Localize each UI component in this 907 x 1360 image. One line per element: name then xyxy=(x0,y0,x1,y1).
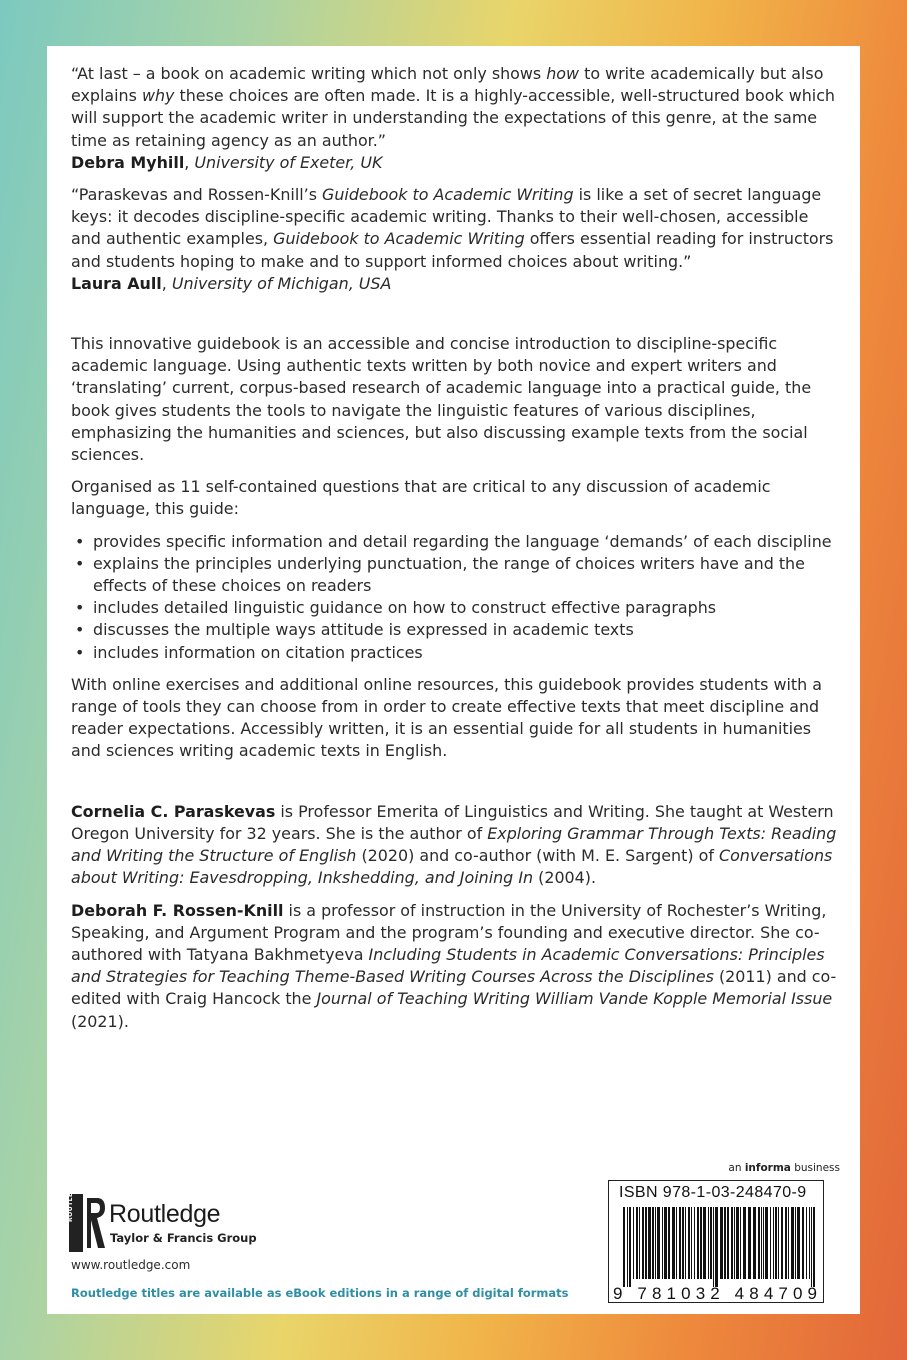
isbn-number: ISBN 978-1-03-248470-9 xyxy=(619,1184,807,1201)
barcode-bar xyxy=(688,1207,690,1279)
barcode-bar xyxy=(785,1207,787,1279)
barcode-bar xyxy=(727,1207,729,1279)
barcode-bar xyxy=(655,1207,656,1279)
publisher-group: Taylor & Francis Group xyxy=(110,1231,257,1245)
bullet-icon: • xyxy=(75,620,85,640)
endorser-affiliation: University of Exeter, UK xyxy=(194,152,383,172)
bullet-icon: • xyxy=(75,531,85,551)
barcode-bar xyxy=(788,1207,789,1279)
ebook-note: Routledge titles are available as eBook editions in a range of digital formats xyxy=(71,1286,569,1300)
description-closing: With online exercises and additional online resources, this guidebook provides students with a range of tools they can choose from in order to create effective texts that meet discipline and reader expectations. Accessibly written, it is an essential guide for all students in humanities and sciences writing academic texts in English. xyxy=(71,674,822,761)
barcode-bar xyxy=(748,1207,751,1279)
barcode-bar xyxy=(770,1207,771,1279)
endorsement-attribution-1: Debra Myhill, University of Exeter, UK xyxy=(71,152,383,172)
routledge-vertical-text: ROUTLEDGE xyxy=(67,1176,74,1222)
barcode-bar xyxy=(740,1207,741,1279)
barcode-bar xyxy=(753,1207,756,1279)
list-item: • includes detailed linguistic guidance on how to construct effective paragraphs xyxy=(71,597,840,619)
barcode-icon xyxy=(611,1207,821,1301)
barcode-bar xyxy=(672,1207,675,1279)
publisher-name: Routledge xyxy=(109,1200,221,1228)
barcode-bar xyxy=(761,1207,762,1279)
barcode-bar xyxy=(703,1207,706,1279)
barcode-bar xyxy=(694,1207,695,1279)
publisher-website[interactable]: www.routledge.com xyxy=(71,1258,191,1272)
endorsement-quote-2: “Paraskevas and Rossen-Knill’s Guidebook to Academic Writing is like a set of secret language keys: it decodes discipline-specific academic writing. Thanks to their well-chosen, accessible and authentic examples, Guidebook to Academic Writing offers essential reading for instructors and students hoping to make and to support informed choices about writing.” xyxy=(71,185,834,271)
barcode-bar xyxy=(691,1207,692,1279)
barcode-bar xyxy=(648,1207,651,1279)
barcode-bar xyxy=(629,1207,631,1287)
barcode-bar xyxy=(662,1207,663,1279)
routledge-r-glyph-icon xyxy=(85,1196,107,1250)
barcode-bar xyxy=(623,1207,625,1287)
feature-list xyxy=(71,531,840,664)
barcode-bar xyxy=(773,1207,774,1279)
list-item: • discusses the multiple ways attitude is expressed in academic texts xyxy=(71,619,840,641)
author-bio-2: Deborah F. Rossen-Knill is a professor of instruction in the University of Rochester’s Writing, Speaking, and Argument Program and the program’s founding and executive director. She co-authored with Tatyana Bakhmetyeva Including Students in Academic Conversations: Principles and Strategies for Teaching Theme-Based Writing Courses Across the Disciplines (2011) and co-edited with Craig Hancock the Journal of Teaching Writing William Vande Kopple Memorial Issue (2021). xyxy=(71,900,837,1031)
barcode-bar xyxy=(642,1207,644,1279)
author-name: Deborah F. Rossen-Knill xyxy=(71,900,284,920)
barcode-bar xyxy=(652,1207,654,1279)
author-bio-1: Cornelia C. Paraskevas is Professor Emerita of Linguistics and Writing. She taught at Western Oregon University for 32 years. She is the author of Exploring Grammar Through Texts: Reading and Writing the Structure of English (2020) and co-author (with M. E. Sargent) of Conversations about Writing: Eavesdropping, Inkshedding, and Joining In (2004). xyxy=(71,801,837,888)
bullet-icon: • xyxy=(75,642,85,662)
barcode-bar xyxy=(731,1207,733,1279)
author-name: Cornelia C. Paraskevas xyxy=(71,801,276,821)
barcode-bar xyxy=(811,1207,812,1287)
description-organised: Organised as 11 self-contained questions that are critical to any discussion of academic language, this guide: xyxy=(71,477,771,519)
barcode-bar xyxy=(791,1207,794,1279)
barcode-bar xyxy=(685,1207,686,1279)
barcode-bar xyxy=(668,1207,670,1279)
barcode-bar xyxy=(813,1207,815,1287)
endorsement-attribution-2: Laura Aull, University of Michigan, USA xyxy=(71,273,392,293)
barcode-bar xyxy=(734,1207,735,1279)
informa-business-tag: an informa business xyxy=(728,1162,840,1174)
barcode-bar xyxy=(664,1207,667,1279)
barcode-bar xyxy=(700,1207,702,1279)
endorser-affiliation: University of Michigan, USA xyxy=(171,273,392,293)
bullet-icon: • xyxy=(75,598,85,618)
endorsement-quote-1: “At last – a book on academic writing which not only shows how to write academically but also explains why these choices are often made. It is a highly-accessible, well-structured book which will support the academic writer in understanding the expectations of this genre, at the same time as retaining agency as an author.” xyxy=(71,64,835,150)
barcode-digits: 9 781032 484709 xyxy=(613,1284,817,1301)
barcode-bar xyxy=(708,1207,709,1279)
barcode-bar xyxy=(775,1207,777,1279)
barcode-bar xyxy=(636,1207,638,1279)
barcode-bar xyxy=(778,1207,779,1279)
barcode-bar xyxy=(639,1207,640,1279)
list-item: • provides specific information and detail regarding the language ‘demands’ of each discipline xyxy=(71,531,840,553)
barcode-bar xyxy=(763,1207,764,1279)
barcode-bar xyxy=(710,1207,712,1279)
barcode-bar xyxy=(724,1207,726,1279)
barcode-bar xyxy=(715,1207,718,1287)
back-cover-panel xyxy=(47,46,860,1314)
barcode-bar xyxy=(809,1207,810,1279)
barcode-bar xyxy=(795,1207,796,1279)
barcode-bar xyxy=(657,1207,660,1279)
barcode-bar xyxy=(743,1207,746,1279)
barcode-bar xyxy=(679,1207,681,1279)
description-intro: This innovative guidebook is an accessible and concise introduction to discipline-specific academic language. Using authentic texts written by both novice and expert writers and ‘translating’ current, corpus-based research of academic language into a practical guide, the book gives students the tools to navigate the linguistic features of various disciplines, emphasizing the humanities and sciences, but also discussing example texts from the social sciences. xyxy=(71,334,812,465)
barcode-bar xyxy=(781,1207,783,1279)
barcode-bar xyxy=(627,1207,628,1287)
barcode-bar xyxy=(806,1207,807,1279)
list-item: • includes information on citation practices xyxy=(71,642,840,664)
barcode-bar xyxy=(758,1207,760,1279)
barcode-bar xyxy=(682,1207,684,1279)
endorser-name: Laura Aull xyxy=(71,273,162,293)
isbn-barcode xyxy=(608,1180,824,1303)
barcode-bar xyxy=(713,1207,714,1287)
endorser-name: Debra Myhill xyxy=(71,152,185,172)
barcode-bar xyxy=(802,1207,804,1279)
barcode-bar xyxy=(633,1207,634,1279)
barcode-bar xyxy=(645,1207,647,1279)
barcode-bar xyxy=(676,1207,677,1279)
barcode-bar xyxy=(797,1207,800,1279)
barcode-bar xyxy=(736,1207,739,1279)
barcode-bar xyxy=(697,1207,699,1279)
bullet-icon: • xyxy=(75,553,85,573)
barcode-bar xyxy=(765,1207,768,1279)
barcode-bar xyxy=(720,1207,723,1279)
list-item: • explains the principles underlying punctuation, the range of choices writers have and the effects of these choices on readers xyxy=(75,553,805,596)
